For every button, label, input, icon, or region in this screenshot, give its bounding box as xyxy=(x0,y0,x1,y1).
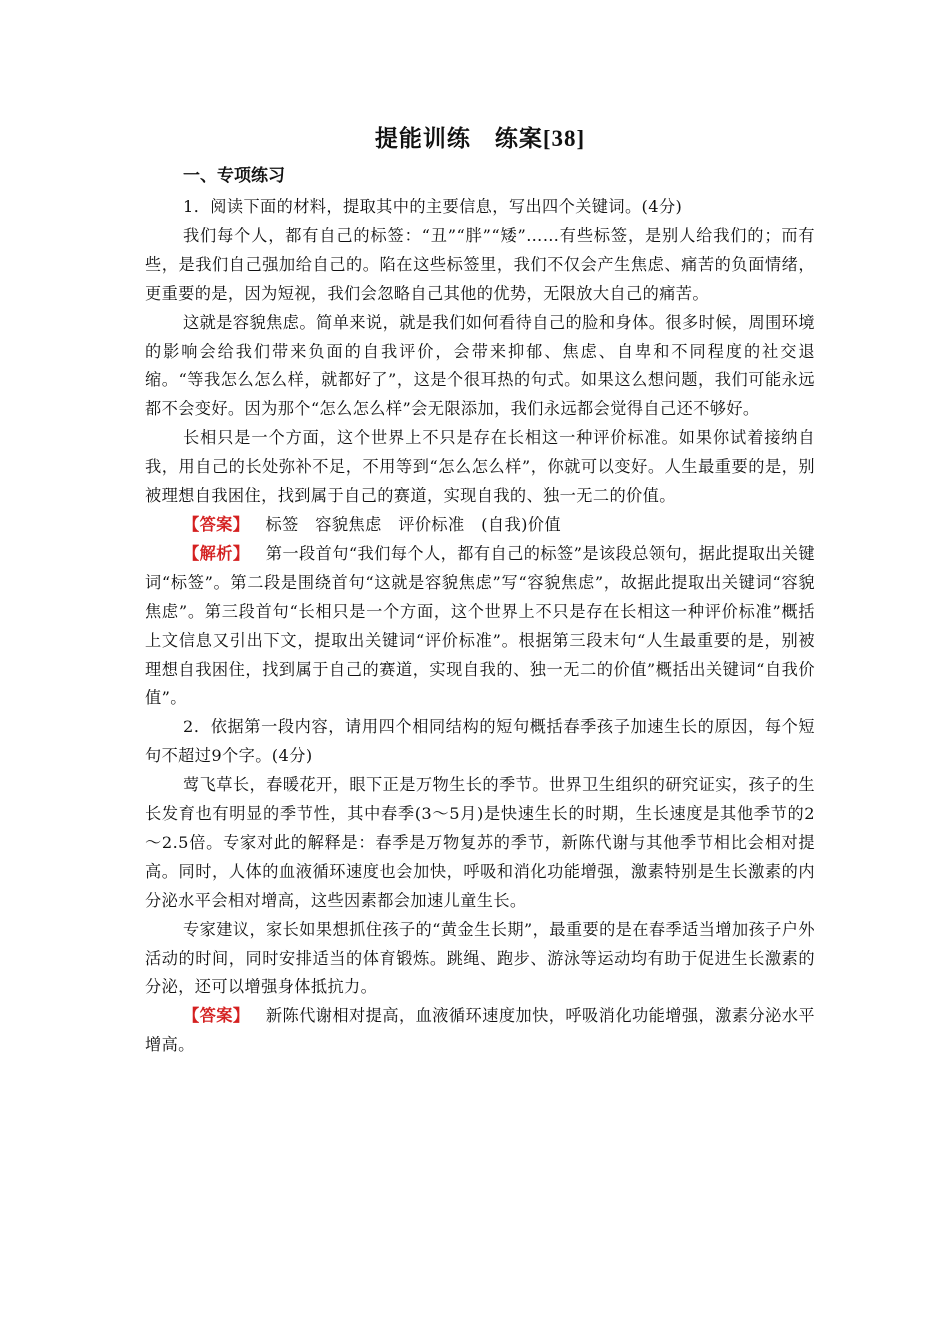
q1-analysis-text: 第一段首句“我们每个人，都有自己的标签”是该段总领句，据此提取出关键词“标签”。第二段是围绕首句“这就是容貌焦虑”写“容貌焦虑”，故据此提取出关键词“容貌焦虑”。第三段首句“长相只是一个方面，这个世界上不只是存在长相这一种评价标准”概括上文信息又引出下文，提取出关键词“评价标准”。根据第三段末句“人生最重要的是，别被理想自我困住，找到属于自己的赛道，实现自我的、独一无二的价值”概括出关键词“自我价值”。 xyxy=(145,543,815,708)
q2-answer-text: 新陈代谢相对提高，血液循环速度加快，呼吸消化功能增强，激素分泌水平增高。 xyxy=(145,1006,815,1055)
q1-answer-text: 标签 容貌焦虑 评价标准 (自我)价值 xyxy=(265,514,561,534)
section-heading: 一、专项练习 xyxy=(183,166,285,186)
q1-passage-paragraph-1: 我们每个人，都有自己的标签：“丑”“胖”“矮”……有些标签，是别人给我们的；而有些，是我们自己强加给自己的。陷在这些标签里，我们不仅会产生焦虑、痛苦的负面情绪，更重要的是，因为短视，我们会忽略自己其他的优势，无限放大自己的痛苦。 xyxy=(145,225,815,303)
q2-passage-paragraph-1: 莺飞草长，春暖花开，眼下正是万物生长的季节。世界卫生组织的研究证实，孩子的生长发育也有明显的季节性，其中春季(3～5月)是快速生长的时期，生长速度是其他季节的2～2.5倍。专家对此的解释是：春季是万物复苏的季节，新陈代谢与其他季节相比会相对提高。同时，人体的血液循环速度也会加快，呼吸和消化功能增强，激素特别是生长激素的内分泌水平会相对增高，这些因素都会加速儿童生长。 xyxy=(145,775,815,910)
question-1-prompt: 1．阅读下面的材料，提取其中的主要信息，写出四个关键词。(4分) xyxy=(183,197,683,216)
q2-answer xyxy=(145,1002,815,1060)
q1-passage-paragraph-2: 这就是容貌焦虑。简单来说，就是我们如何看待自己的脸和身体。很多时候，周围环境的影响会给我们带来负面的自我评价，会带来抑郁、焦虑、自卑和不同程度的社交退缩。“等我怎么怎么样，就都好了”，这是个很耳热的句式。如果这么想问题，我们可能永远都不会变好。因为那个“怎么怎么样”会无限添加，我们永远都会觉得自己还不够好。 xyxy=(145,312,815,419)
q1-passage-paragraph-3: 长相只是一个方面，这个世界上不只是存在长相这一种评价标准。如果你试着接纳自我，用自己的长处弥补不足，不用等到“怎么怎么样”，你就可以变好。人生最重要的是，别被理想自我困住，找到属于自己的赛道，实现自我的、独一无二的价值。 xyxy=(145,428,815,506)
answer-tag: 【答案】 xyxy=(183,514,250,534)
answer-tag: 【答案】 xyxy=(183,1006,250,1026)
q2-passage-paragraph-2: 专家建议，家长如果想抓住孩子的“黄金生长期”，最重要的是在春季适当增加孩子户外活动的时间，同时安排适当的体育锻炼。跳绳、跑步、游泳等运动均有助于促进生长激素的分泌，还可以增强身体抵抗力。 xyxy=(145,919,815,997)
document-page xyxy=(145,120,815,1060)
analysis-tag: 【解析】 xyxy=(183,543,250,563)
q1-answer xyxy=(145,511,815,540)
question-2-prompt: 2．依据第一段内容，请用四个相同结构的短句概括春季孩子加速生长的原因，每个短句不超过9个字。(4分) xyxy=(145,717,815,766)
q1-analysis xyxy=(145,540,815,713)
page-title: 提能训练 练案[38] xyxy=(374,126,586,151)
